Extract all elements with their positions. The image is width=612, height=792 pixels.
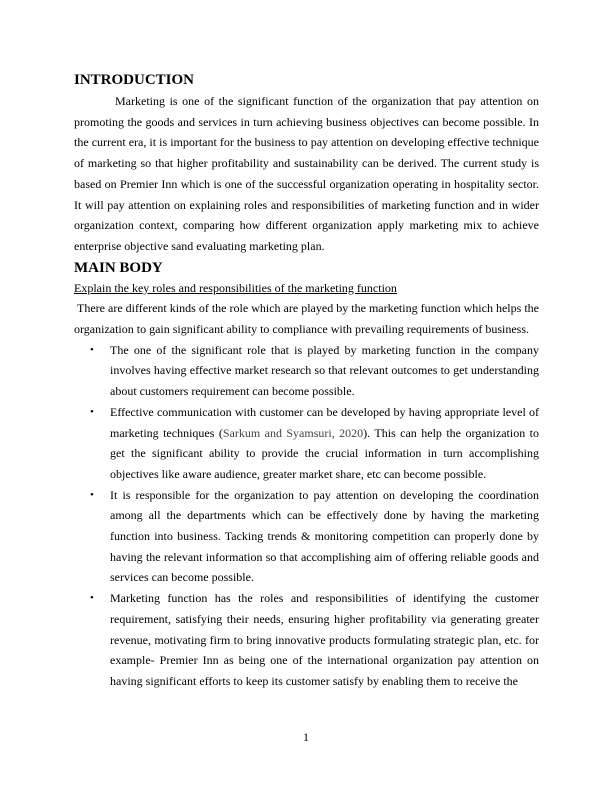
main-body-heading: MAIN BODY (74, 259, 163, 276)
introduction-heading: INTRODUCTION (74, 72, 195, 88)
lead-paragraph: There are different kinds of the role which are played by the marketing function which helps the organization to gain significant ability to compliance with prevailing requirements of business. (74, 301, 539, 337)
document-page (74, 70, 539, 692)
roles-bullet-list (74, 340, 539, 692)
list-item-text-before: Effective communication with customer can be developed by having appropriate level of marketing techniques ( (110, 404, 539, 440)
list-item-text: It is responsible for the organization to pay attention on developing the coordination among all the departments which can be effectively done by having the marketing function into business. Tacking trends & monitoring competition can properly done by having the relevant information so that accomplishing aim of offering reliable goods and services can become possible. (110, 487, 539, 585)
bullet-icon: • (90, 488, 94, 501)
bullet-icon: • (90, 343, 94, 356)
list-item-text: The one of the significant role that is played by marketing function in the company involves having effective market research so that relevant outcomes to get understanding about customers requirement can become possible. (110, 342, 539, 399)
list-item (74, 485, 539, 589)
list-item (74, 402, 539, 485)
section-subheading: Explain the key roles and responsibilities of the marketing function (74, 280, 397, 295)
list-item (74, 340, 539, 402)
bullet-icon: • (90, 592, 94, 605)
list-item-text-after: ). This can help the organization to get the significant ability to provide the crucial information in turn accomplishing objectives like aware audience, greater market share, etc can become possible. (110, 425, 539, 481)
list-item (74, 588, 539, 692)
bullet-icon: • (90, 405, 94, 418)
list-item-text: Marketing function has the roles and responsibilities of identifying the customer requirement, satisfying their needs, ensuring higher profitability via generating greater revenue, motivating firm to bring innovative products formulating strategic plan, etc. for example- Premier Inn as being one of the international organization pay attention on having significant efforts to keep its customer satisfy by enabling them to receive the (110, 591, 539, 688)
citation: Sarkum and Syamsuri, 2020 (222, 425, 364, 440)
introduction-paragraph: Marketing is one of the significant function of the organization that pay attention on promoting the goods and services in turn achieving business objectives can become possible. In the current era, it is important for the business to pay attention on developing effective technique of marketing so that higher profitability and sustainability can be derived. The current study is based on Premier Inn which is one of the successful organization operating in hospitality sector. It will pay attention on explaining roles and responsibilities of marketing function and in wider organization context, comparing how different organization apply marketing mix to achieve enterprise objective sand evaluating marketing plan. (74, 94, 539, 253)
page-number: 1 (303, 730, 309, 744)
